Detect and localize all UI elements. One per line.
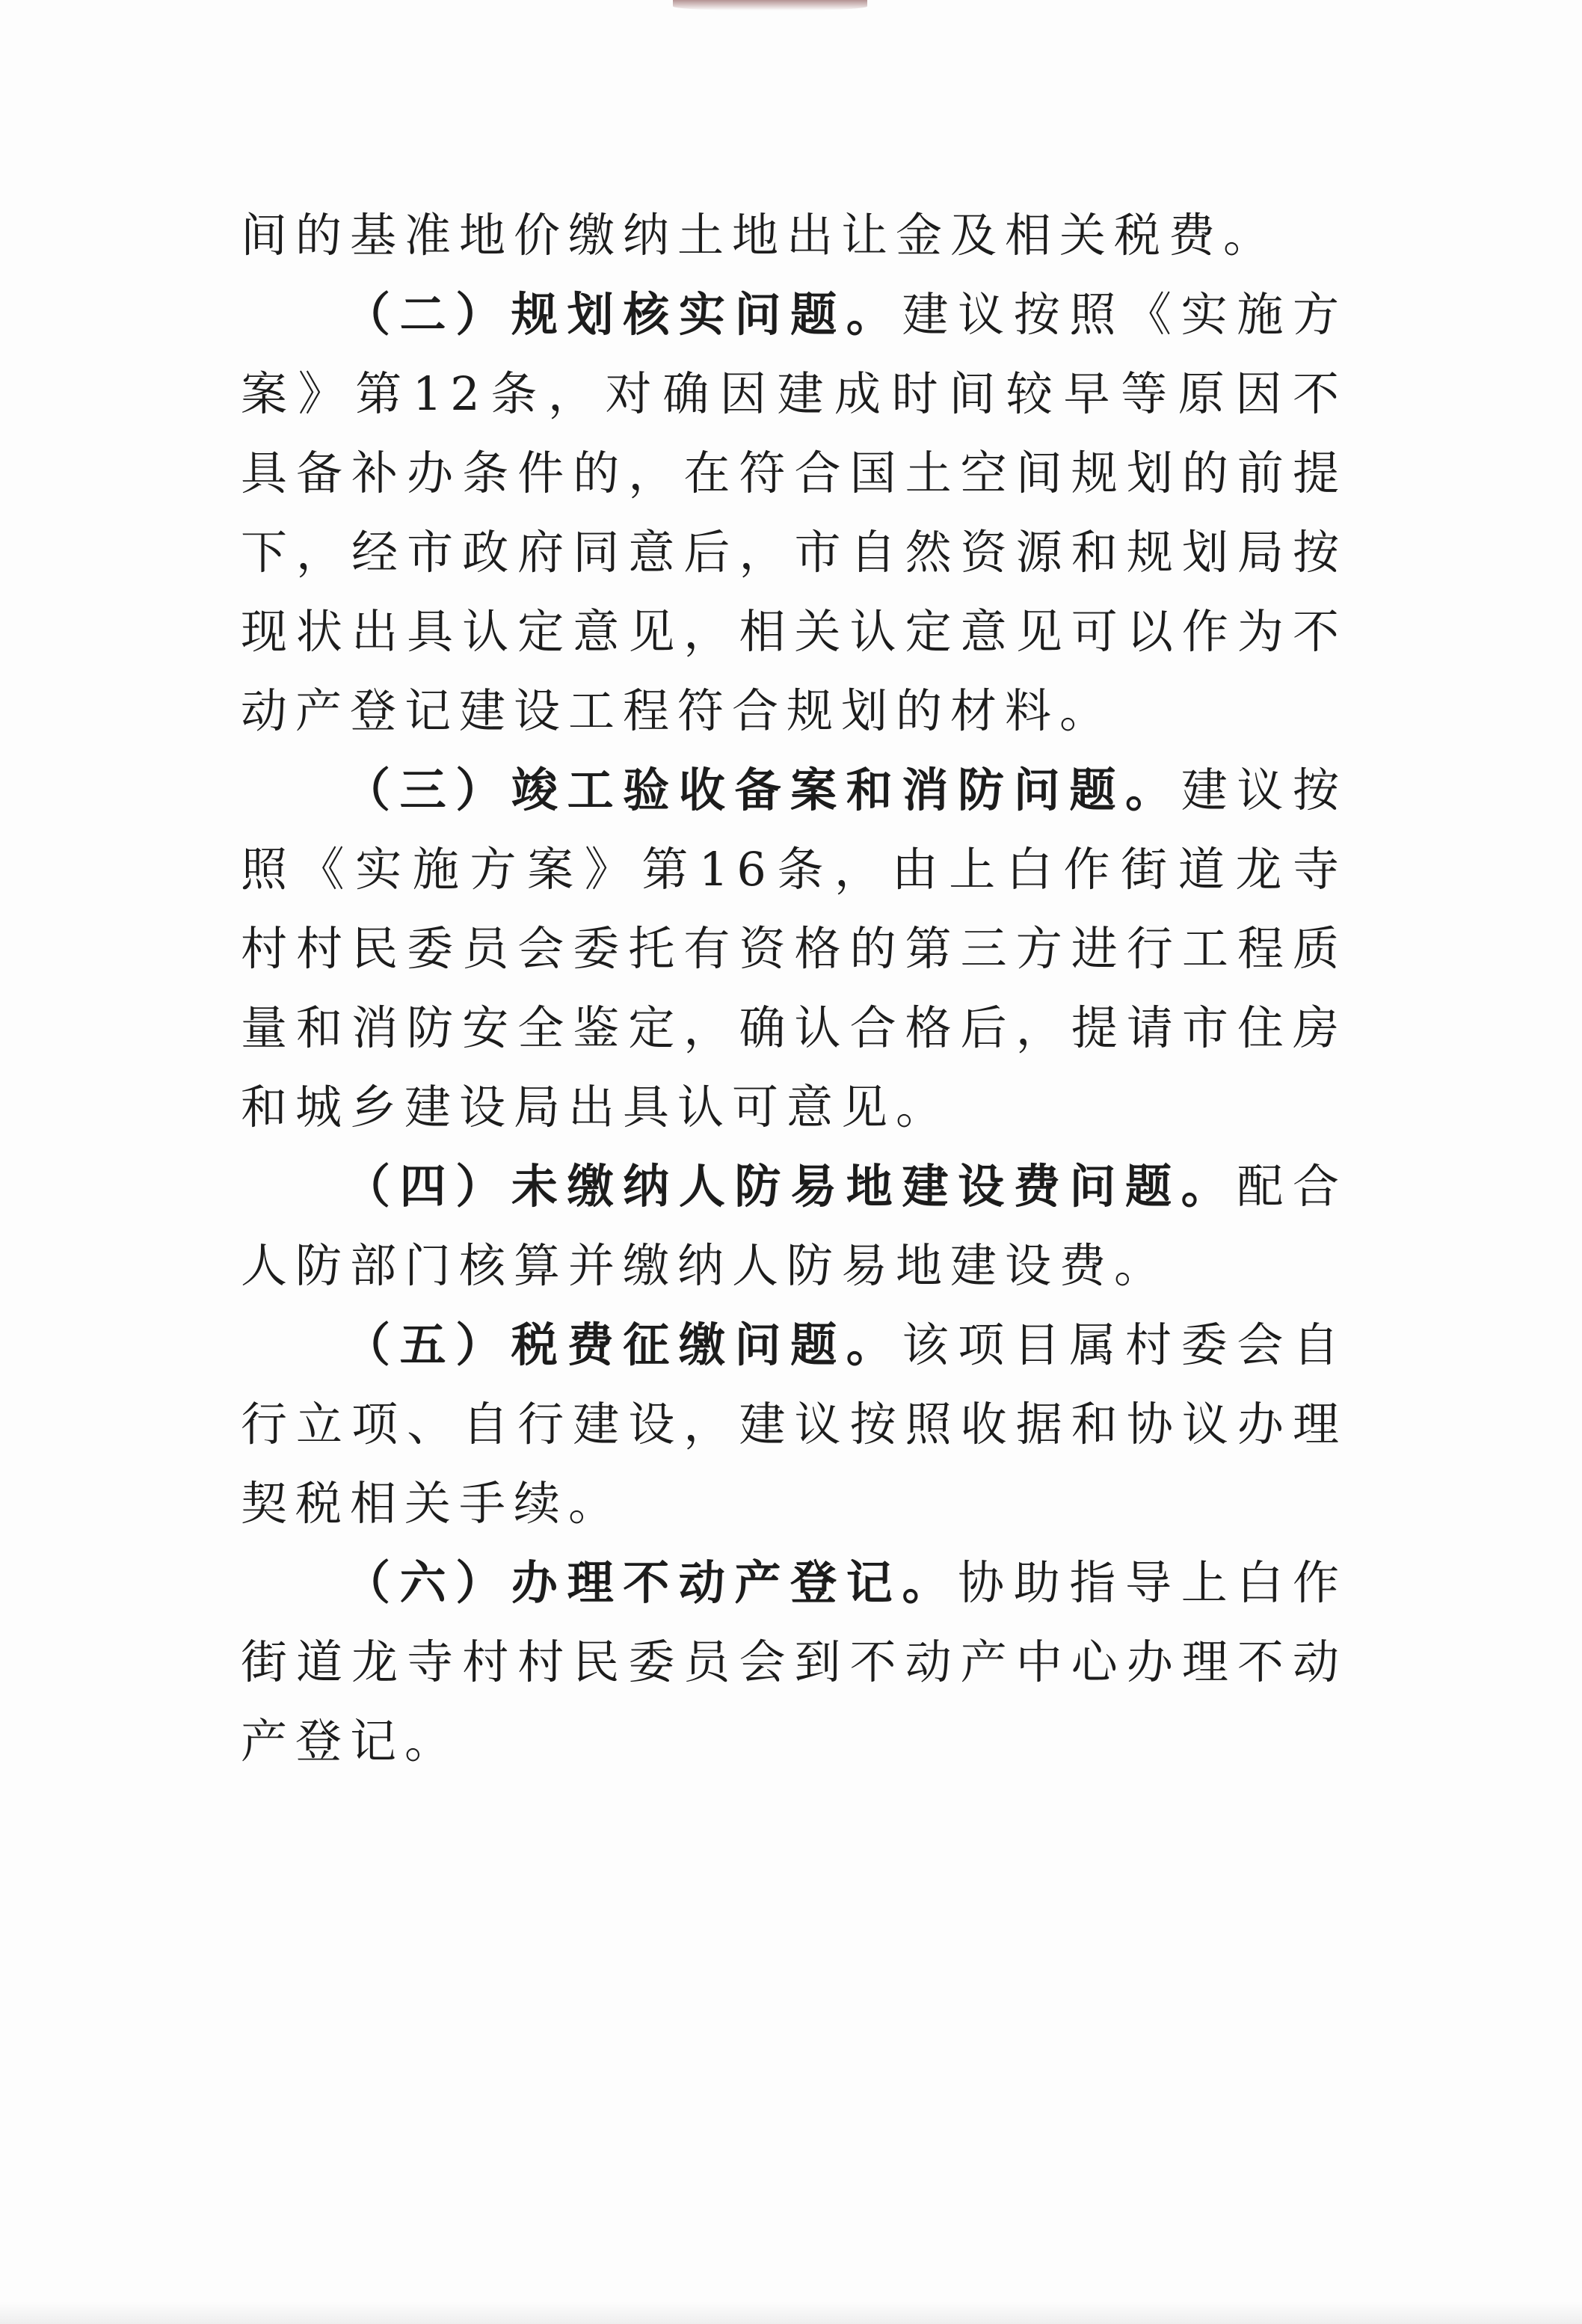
scan-bottom-edge (0, 2302, 1582, 2324)
paragraph-text: 该项目属村委会自行立项、自行建设，建议按照收据和协议办理契税相关手续。 (241, 1318, 1347, 1531)
paragraph-planning-verification (241, 275, 1347, 751)
document-body (241, 196, 1347, 1781)
paragraph-text: 协助指导上白作街道龙寺村村民委员会到不动产中心办理不动产登记。 (241, 1555, 1347, 1768)
section-heading: （四）未缴纳人防易地建设费问题。 (344, 1159, 1237, 1214)
paragraph-text: 间的基准地价缴纳土地出让金及相关税费。 (241, 208, 1278, 262)
paragraph-property-registration (241, 1543, 1347, 1781)
paragraph-completion-fire (241, 751, 1347, 1147)
paragraph-text: 建议按照《实施方案》第12条，对确因建成时间较早等原因不具备补办条件的，在符合国土空间规划的前提下，经市政府同意后，市自然资源和规划局按现状出具认定意见，相关认定意见可以作为不动产登记建设工程符合规划的材料。 (241, 287, 1347, 738)
paragraph-text: 配合人防部门核算并缴纳人防易地建设费。 (241, 1159, 1347, 1293)
section-heading: （五）税费征缴问题。 (344, 1318, 902, 1372)
section-heading: （二）规划核实问题。 (344, 287, 902, 342)
paragraph-continuation (241, 196, 1347, 275)
paragraph-text: 建议按照《实施方案》第16条，由上白作街道龙寺村村民委员会委托有资格的第三方进行工程质量和消防安全鉴定，确认合格后，提请市住房和城乡建设局出具认可意见。 (241, 763, 1347, 1134)
section-heading: （六）办理不动产登记。 (344, 1555, 958, 1610)
scan-edge-shadow (673, 0, 867, 10)
section-heading: （三）竣工验收备案和消防问题。 (344, 763, 1181, 817)
paragraph-civil-defense-fee (241, 1147, 1347, 1306)
paragraph-tax-collection (241, 1306, 1347, 1543)
